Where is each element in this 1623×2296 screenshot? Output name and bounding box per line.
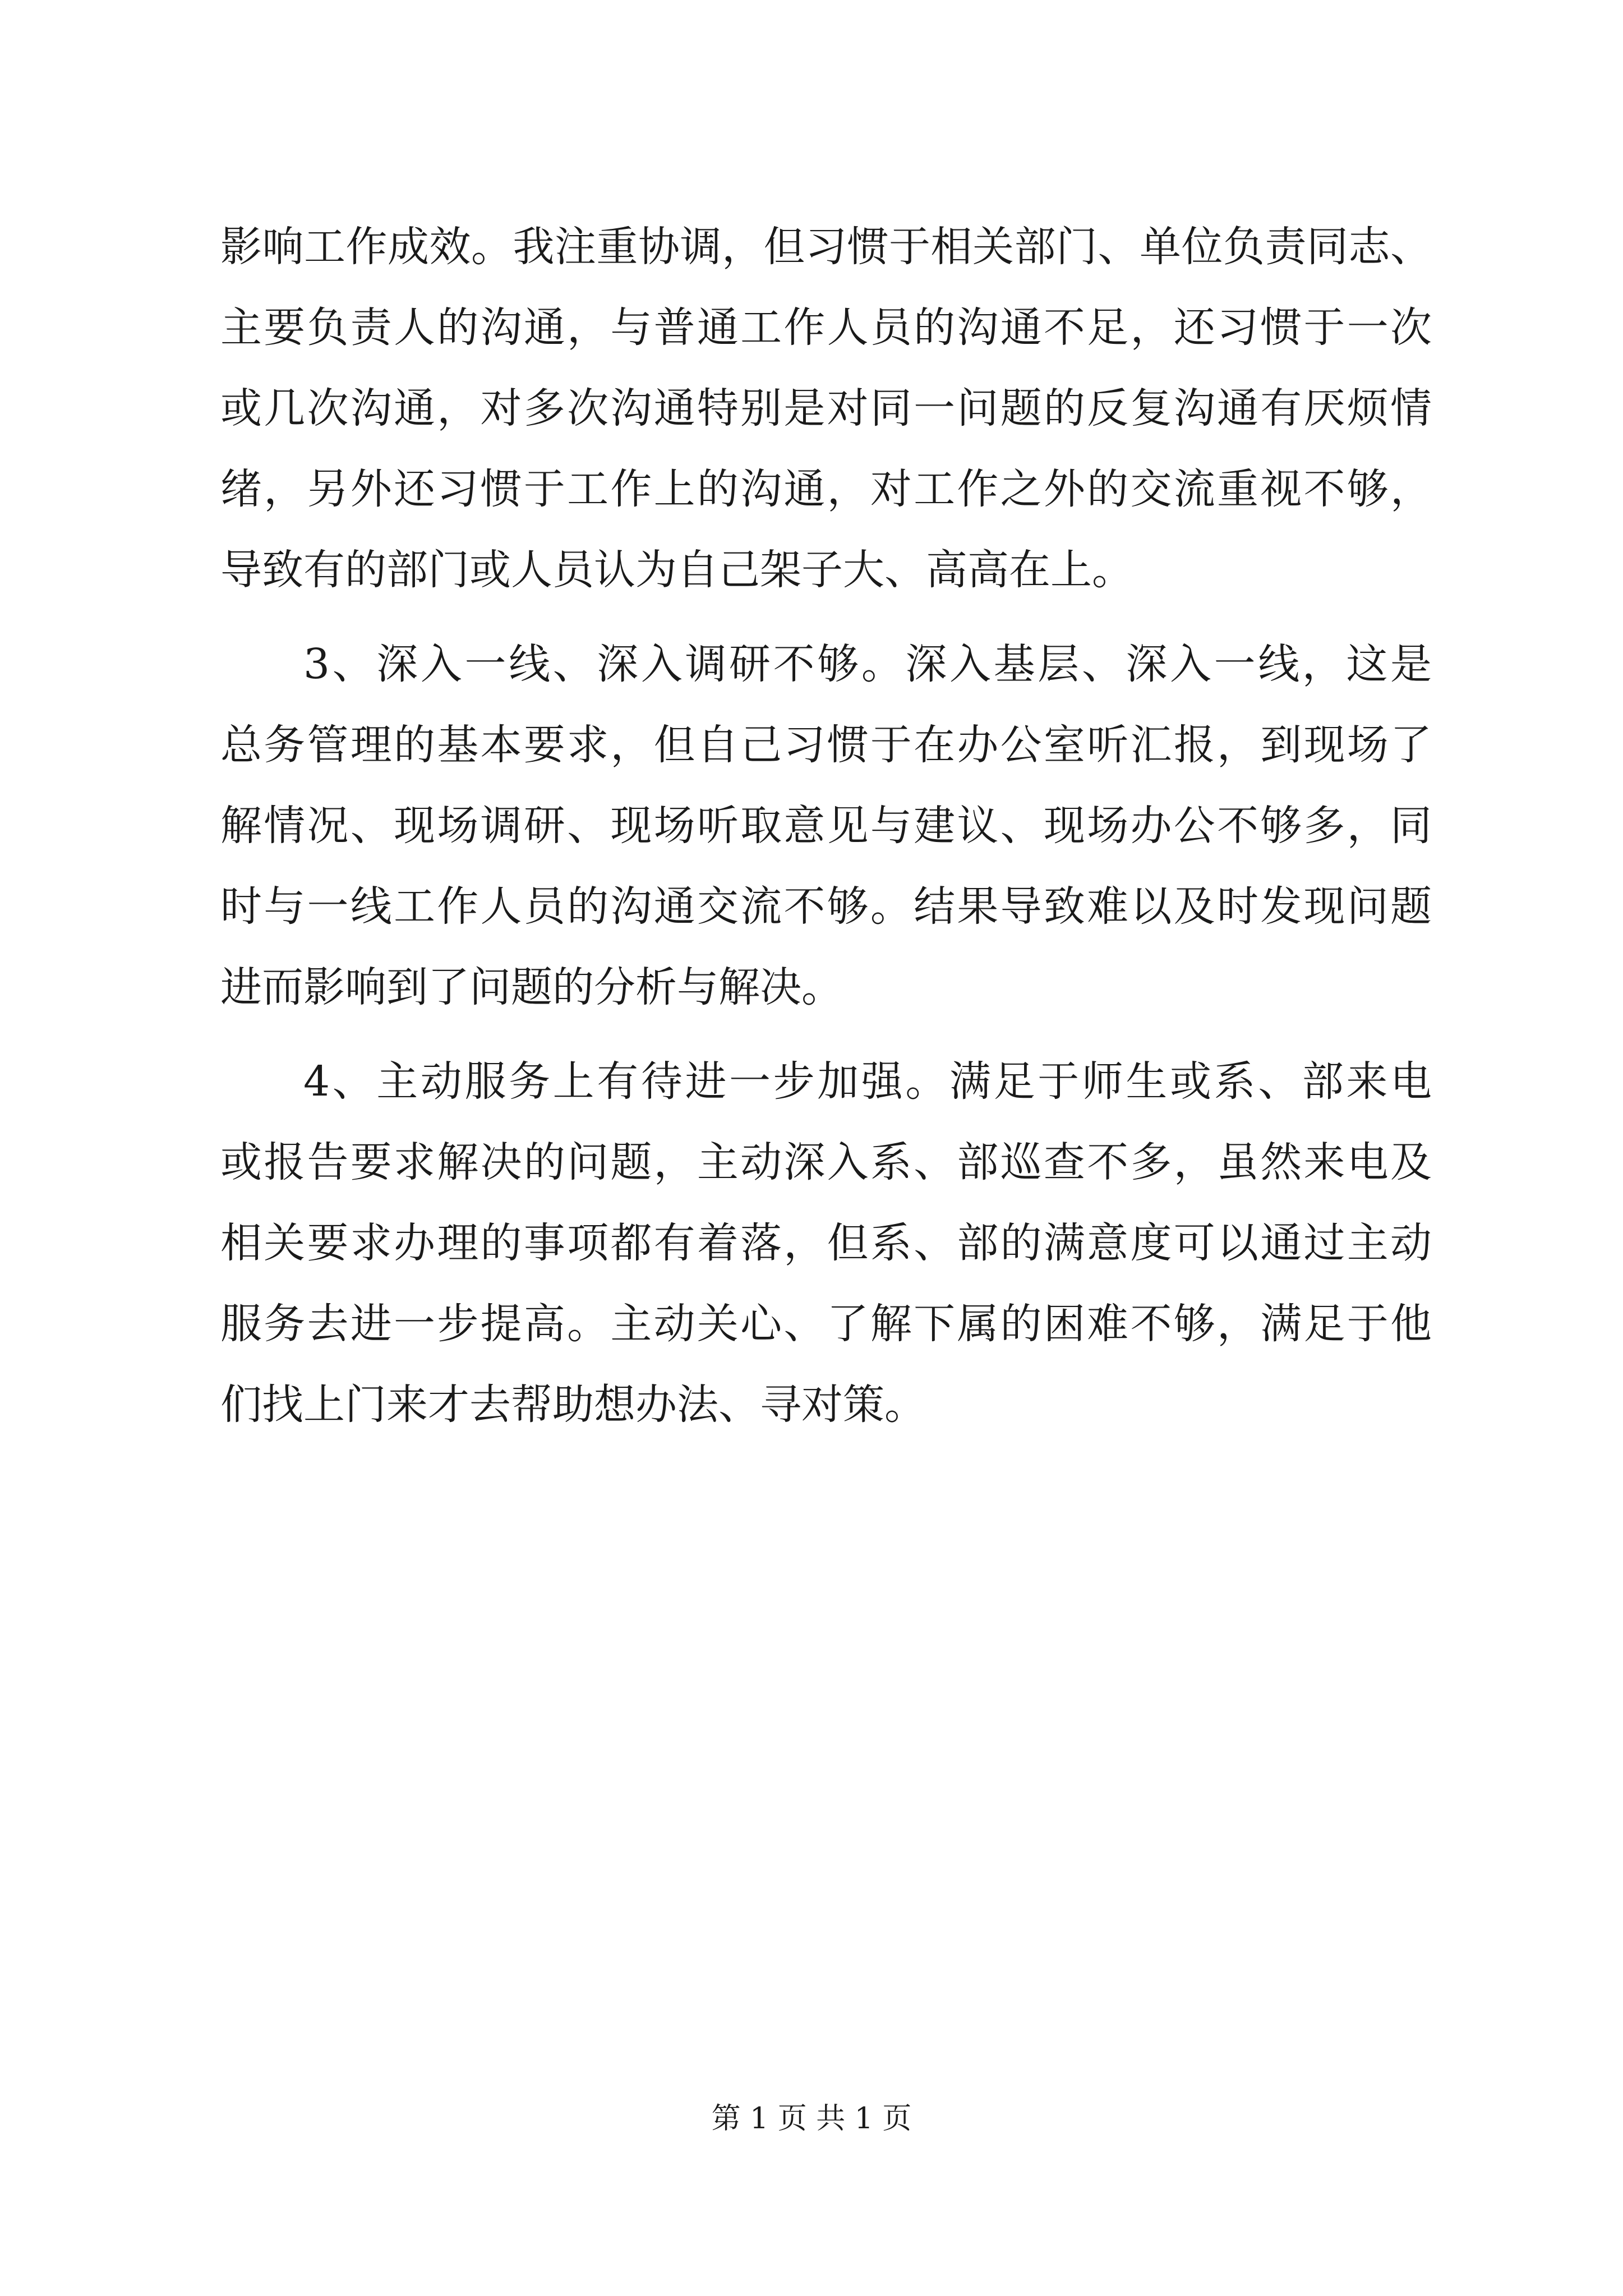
text-line: 时与一线工作人员的沟通交流不够。结果导致难以及时发现问题	[220, 882, 1432, 931]
paragraph-spacer	[220, 1028, 1432, 1041]
text-line: 进而影响到了问题的分析与解决。	[220, 963, 843, 1011]
paragraph-spacer	[220, 610, 1432, 624]
paragraph-1	[220, 206, 1432, 610]
text-line: 影响工作成效。我注重协调，但习惯于相关部门、单位负责同志、	[220, 223, 1432, 271]
text-line: 或几次沟通，对多次沟通特别是对同一问题的反复沟通有厌烦情	[220, 384, 1432, 432]
text-line: 4、主动服务上有待进一步加强。满足于师生或系、部来电	[303, 1057, 1432, 1106]
document-body	[220, 206, 1432, 1445]
text-line: 或报告要求解决的问题，主动深入系、部巡查不多，虽然来电及	[220, 1138, 1432, 1186]
text-line: 3、深入一线、深入调研不够。深入基层、深入一线，这是	[303, 640, 1432, 688]
paragraph-3	[220, 1041, 1432, 1445]
text-line: 服务去进一步提高。主动关心、了解下属的困难不够，满足于他	[220, 1300, 1432, 1348]
page-number-footer: 第 1 页 共 1 页	[711, 2102, 912, 2136]
text-line: 解情况、现场调研、现场听取意见与建议、现场办公不够多，同	[220, 802, 1432, 850]
text-line: 总务管理的基本要求，但自己习惯于在办公室听汇报，到现场了	[220, 721, 1432, 769]
text-line: 导致有的部门或人员认为自己架子大、高高在上。	[220, 546, 1133, 594]
text-line: 绪，另外还习惯于工作上的沟通，对工作之外的交流重视不够，	[220, 465, 1432, 513]
text-line: 们找上门来才去帮助想办法、寻对策。	[220, 1381, 926, 1429]
paragraph-2	[220, 624, 1432, 1028]
text-line: 相关要求办理的事项都有着落，但系、部的满意度可以通过主动	[220, 1219, 1432, 1267]
text-line: 主要负责人的沟通，与普通工作人员的沟通不足，还习惯于一次	[220, 303, 1432, 352]
